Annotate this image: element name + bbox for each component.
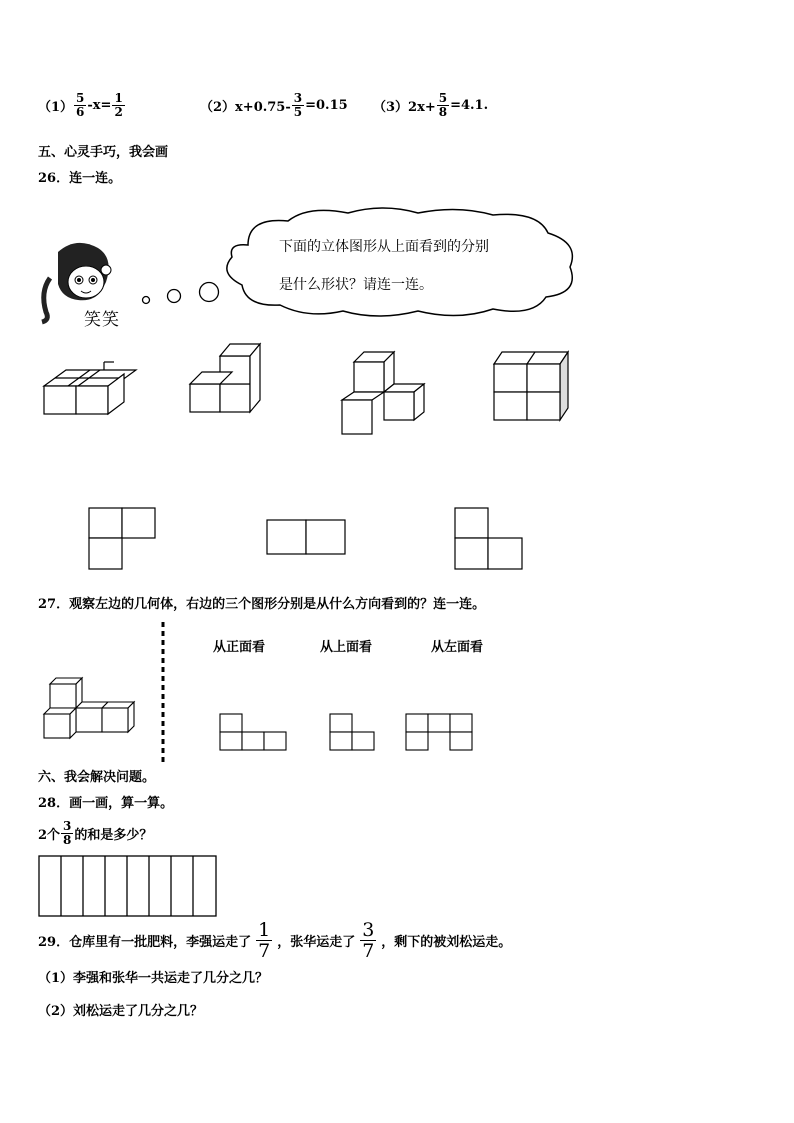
fraction [256,920,272,961]
equation-3-tail: =4.1. [450,98,489,113]
fraction [74,92,86,119]
fraction [360,920,376,961]
numerator: 3 [293,91,303,105]
view-option-3 [405,713,477,753]
q29-part-c: ，剩下的被刘松运走。 [381,935,512,950]
equation-3-label: （3）2x+ [373,100,436,115]
view-shape-3 [454,507,526,571]
fraction-strip [38,855,220,919]
q28-prefix: 2个 [38,828,61,843]
view-option-1 [219,713,291,753]
cloud-text-line-1: 下面的立体图形从上面看到的分别 [279,239,489,255]
solid-figure-4 [490,350,570,425]
dashed-divider [160,622,166,762]
question-28: 28．画一画，算一算。 [38,796,174,811]
q29-part-b: ，张华运走了 [277,935,356,950]
girl-caption: 笑笑 [84,310,120,330]
equation-2-tail: =0.15 [305,98,348,113]
equation-1 [38,92,126,119]
question-28-text [38,820,152,847]
numerator: 3 [63,819,72,833]
q29-part-a: 29．仓库里有一批肥料，李强运走了 [38,935,252,950]
equation-1-mid: -x= [87,98,112,113]
view-shape-1 [88,507,158,571]
speech-cloud [218,205,580,320]
fraction [437,92,449,119]
denominator: 8 [438,105,448,119]
question-29-sub-1: （1）李强和张华一共运走了几分之几？ [38,971,269,986]
fraction [292,92,304,119]
cloud-text-line-2: 是什么形状？请连一连。 [279,277,433,293]
view-label-front: 从正面看 [213,640,266,655]
equation-3 [373,92,488,119]
question-29-sub-2: （2）刘松运走了几分之几？ [38,1004,204,1019]
denominator: 7 [362,940,375,962]
question-29 [38,920,511,961]
denominator: 5 [293,105,303,119]
solid-figure-q27 [40,676,144,740]
numerator: 1 [258,919,271,941]
view-shape-2 [266,519,348,557]
numerator: 5 [76,91,85,105]
denominator: 6 [76,105,85,119]
equation-2-label: （2）x+0.75- [200,100,291,115]
solid-figure-2 [186,340,266,420]
denominator: 7 [258,940,271,962]
view-option-2 [329,713,379,753]
denominator: 8 [63,833,72,847]
thought-bubbles [138,280,228,320]
equation-2 [200,92,348,119]
fraction [112,92,124,119]
numerator: 1 [114,91,123,105]
solid-figure-1 [40,360,130,420]
view-label-top: 从上面看 [320,640,373,655]
section-5-title: 五、心灵手巧，我会画 [38,145,169,160]
question-27: 27．观察左边的几何体，右边的三个图形分别是从什么方向看到的？连一连。 [38,597,486,612]
numerator: 3 [362,919,375,941]
question-26: 26．连一连。 [38,171,122,186]
denominator: 2 [114,105,123,119]
section-6-title: 六、我会解决问题。 [38,770,156,785]
q28-suffix: 的和是多少？ [74,828,153,843]
view-label-left: 从左面看 [431,640,484,655]
fraction [61,820,73,847]
solid-figure-3 [338,348,428,443]
equation-1-label: （1） [38,100,74,115]
numerator: 5 [438,91,448,105]
